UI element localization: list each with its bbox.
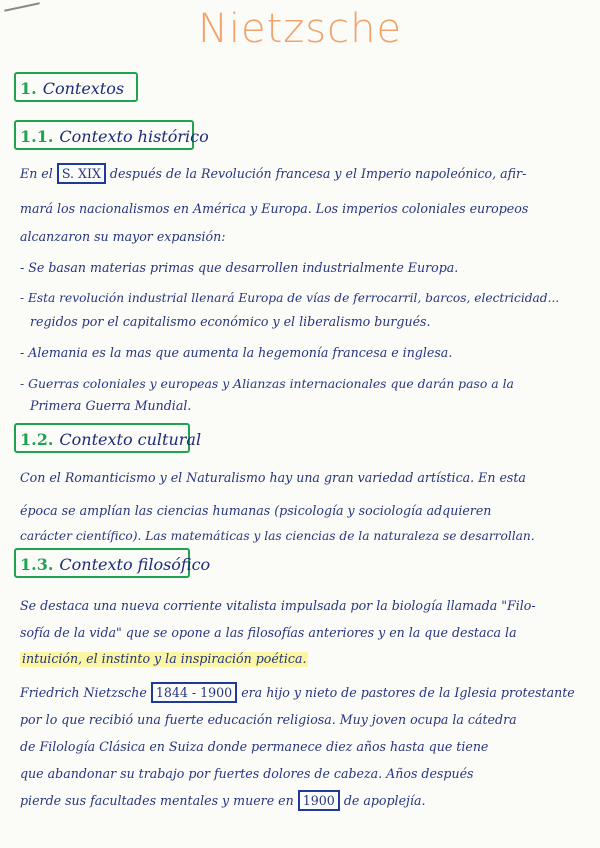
date-box: 1900 bbox=[298, 790, 340, 811]
heading-number: 1.1. bbox=[20, 127, 54, 146]
text-line: pierde sus facultades mentales y muere en 1900 de apoplejía. bbox=[20, 795, 425, 808]
bullet-item: - Guerras coloniales y europeas y Alianzas internacionales que darán paso a la bbox=[20, 376, 514, 391]
text-line: época se amplían las ciencias humanas (psicología y sociología adquieren bbox=[20, 503, 492, 518]
text-line: Con el Romanticismo y el Naturalismo hay una gran variedad artística. En esta bbox=[20, 470, 526, 485]
heading-contexto-cultural bbox=[14, 423, 202, 453]
date-box: 1844 - 1900 bbox=[151, 682, 237, 703]
page-title: Nietzsche bbox=[197, 6, 403, 52]
heading-number: 1.2. bbox=[20, 430, 54, 449]
heading-contextos bbox=[14, 72, 138, 102]
text-line: Se destaca una nueva corriente vitalista impulsada por la biología llamada "Filo- bbox=[20, 598, 536, 613]
text-line: En el S. XIX después de la Revolución francesa y el Imperio napoleónico, afir- bbox=[20, 168, 526, 181]
heading-contexto-filosofico bbox=[14, 548, 211, 578]
text-line: mará los nacionalismos en América y Europa. Los imperios coloniales europeos bbox=[20, 201, 529, 216]
heading-number: 1. bbox=[20, 79, 37, 98]
heading-label: Contextos bbox=[42, 79, 125, 98]
date-box: S. XIX bbox=[57, 163, 106, 184]
text-line: Friedrich Nietzsche 1844 - 1900 era hijo y nieto de pastores de la Iglesia protestante bbox=[20, 687, 575, 700]
text-line: carácter científico). Las matemáticas y las ciencias de la naturaleza se desarrollan. bbox=[20, 529, 535, 543]
heading-label: Contexto filosófico bbox=[59, 555, 211, 574]
text-line: alcanzaron su mayor expansión: bbox=[20, 229, 226, 244]
highlighted-line: intuición, el instinto y la inspiración poética. bbox=[22, 651, 307, 666]
heading-number: 1.3. bbox=[20, 555, 54, 574]
text-line: por lo que recibió una fuerte educación religiosa. Muy joven ocupa la cátedra bbox=[20, 712, 517, 727]
bullet-item: Primera Guerra Mundial. bbox=[30, 398, 192, 413]
heading-label: Contexto histórico bbox=[59, 127, 209, 146]
bullet-item: regidos por el capitalismo económico y el liberalismo burgués. bbox=[30, 314, 431, 329]
heading-contexto-historico bbox=[14, 120, 209, 150]
text-line: que abandonar su trabajo por fuertes dolores de cabeza. Años después bbox=[20, 766, 474, 781]
bullet-item: - Se basan materias primas que desarrollen industrialmente Europa. bbox=[20, 260, 459, 275]
text-line: sofía de la vida" que se opone a las filosofías anteriores y en la que destaca la bbox=[20, 625, 517, 640]
bullet-item: - Alemania es la mas que aumenta la hegemonía francesa e inglesa. bbox=[20, 345, 453, 360]
heading-label: Contexto cultural bbox=[59, 430, 202, 449]
bullet-item: - Esta revolución industrial llenará Europa de vías de ferrocarril, barcos, electricidad... bbox=[20, 291, 560, 305]
text-line: de Filología Clásica en Suiza donde permanece diez años hasta que tiene bbox=[20, 739, 489, 754]
